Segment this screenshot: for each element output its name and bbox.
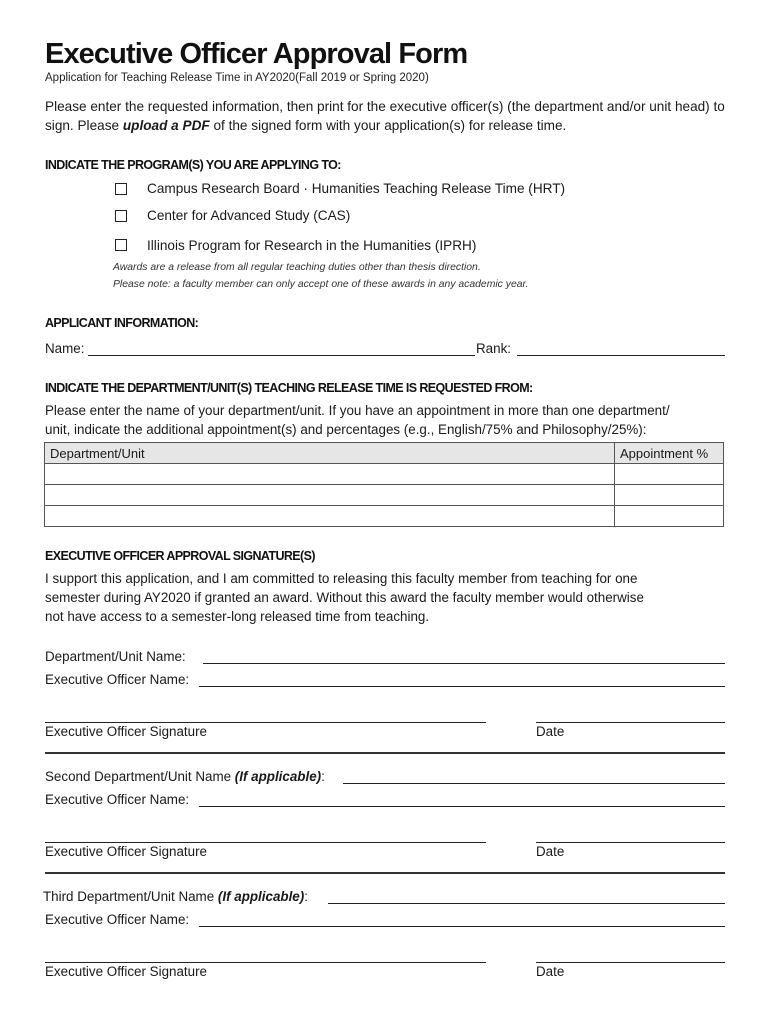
exec-officer-name-field[interactable] xyxy=(199,926,725,927)
checkbox-cas[interactable] xyxy=(115,210,127,222)
applicant-heading: APPLICANT INFORMATION: xyxy=(45,316,199,330)
form-subtitle: Application for Teaching Release Time in AY2020(Fall 2019 or Spring 2020) xyxy=(45,72,429,84)
signature-line[interactable] xyxy=(45,842,486,843)
programs-note-2: Please note: a faculty member can only accept one of these awards in any academic year. xyxy=(113,279,529,290)
section-divider xyxy=(45,872,725,874)
department-table xyxy=(44,442,724,527)
dept-unit-name-label: Department/Unit Name: xyxy=(45,649,186,664)
colon-text: : xyxy=(304,889,308,904)
intro-part1: Please enter the requested information, then print for the executive officer(s) (the department and/or unit head) to sign. Please xyxy=(45,99,725,133)
table-row xyxy=(45,464,724,485)
signature-line[interactable] xyxy=(45,722,486,723)
department-cell[interactable] xyxy=(45,464,615,485)
checkbox-iprh[interactable] xyxy=(115,239,127,251)
program-label-hrt: Campus Research Board · Humanities Teaching Release Time (HRT) xyxy=(147,181,566,196)
programs-heading: INDICATE THE PROGRAM(S) YOU ARE APPLYING TO: xyxy=(45,158,341,172)
signature-label: Executive Officer Signature xyxy=(45,964,208,979)
table-row xyxy=(45,485,724,506)
date-line[interactable] xyxy=(536,722,725,723)
section-divider xyxy=(45,752,725,754)
name-label: Name: xyxy=(45,341,85,356)
intro-text xyxy=(45,97,735,135)
date-line[interactable] xyxy=(536,842,725,843)
table-row xyxy=(45,506,724,527)
appointment-cell[interactable] xyxy=(615,506,724,527)
dept-unit-name-field[interactable] xyxy=(203,663,725,664)
approval-statement-3: not have access to a semester-long released time from teaching. xyxy=(45,609,430,624)
department-instructions-1: Please enter the name of your department/unit. If you have an appointment in more than one department/ xyxy=(45,403,670,418)
second-dept-label-text: Second Department/Unit Name xyxy=(45,769,235,784)
signature-label: Executive Officer Signature xyxy=(45,724,208,739)
department-cell[interactable] xyxy=(45,506,615,527)
date-label: Date xyxy=(536,964,565,979)
exec-officer-name-label: Executive Officer Name: xyxy=(45,912,190,927)
date-label: Date xyxy=(536,724,565,739)
rank-field[interactable] xyxy=(517,355,725,356)
signature-line[interactable] xyxy=(45,962,486,963)
col-header-department: Department/Unit xyxy=(45,443,615,464)
third-dept-field[interactable] xyxy=(328,903,725,904)
exec-officer-name-label: Executive Officer Name: xyxy=(45,672,190,687)
approval-statement-1: I support this application, and I am committed to releasing this faculty member from teaching for one xyxy=(45,571,638,586)
third-dept-label-text: Third Department/Unit Name xyxy=(43,889,218,904)
checkbox-hrt[interactable] xyxy=(115,183,127,195)
second-dept-field[interactable] xyxy=(343,783,725,784)
form-title: Executive Officer Approval Form xyxy=(45,38,468,70)
program-label-iprh: Illinois Program for Research in the Humanities (IPRH) xyxy=(147,238,477,253)
rank-label: Rank: xyxy=(476,341,511,356)
second-dept-label xyxy=(45,769,325,784)
colon-text: : xyxy=(321,769,325,784)
if-applicable-text: (If applicable) xyxy=(234,769,322,784)
department-heading: INDICATE THE DEPARTMENT/UNIT(S) TEACHING RELEASE TIME IS REQUESTED FROM: xyxy=(45,381,533,395)
exec-officer-name-label: Executive Officer Name: xyxy=(45,792,190,807)
name-field[interactable] xyxy=(88,355,475,356)
signature-label: Executive Officer Signature xyxy=(45,844,208,859)
if-applicable-text: (If applicable) xyxy=(217,889,305,904)
approval-statement-2: semester during AY2020 if granted an award. Without this award the faculty member would otherwise xyxy=(45,590,644,605)
exec-officer-name-field[interactable] xyxy=(199,686,725,687)
program-label-cas: Center for Advanced Study (CAS) xyxy=(147,208,351,223)
intro-bold-upload: upload a PDF xyxy=(122,118,210,133)
third-dept-label xyxy=(43,889,308,904)
appointment-cell[interactable] xyxy=(615,464,724,485)
department-cell[interactable] xyxy=(45,485,615,506)
intro-part2: of the signed form with your application(s) for release time. xyxy=(209,118,567,133)
col-header-appointment: Appointment % xyxy=(615,443,724,464)
appointment-cell[interactable] xyxy=(615,485,724,506)
department-instructions-2: unit, indicate the additional appointment(s) and percentages (e.g., English/75% and Philosophy/25%): xyxy=(45,422,647,437)
date-line[interactable] xyxy=(536,962,725,963)
date-label: Date xyxy=(536,844,565,859)
table-header-row xyxy=(45,443,724,464)
exec-officer-name-field[interactable] xyxy=(199,806,725,807)
approval-heading: EXECUTIVE OFFICER APPROVAL SIGNATURE(S) xyxy=(45,549,315,563)
programs-note-1: Awards are a release from all regular teaching duties other than thesis direction. xyxy=(113,262,481,273)
